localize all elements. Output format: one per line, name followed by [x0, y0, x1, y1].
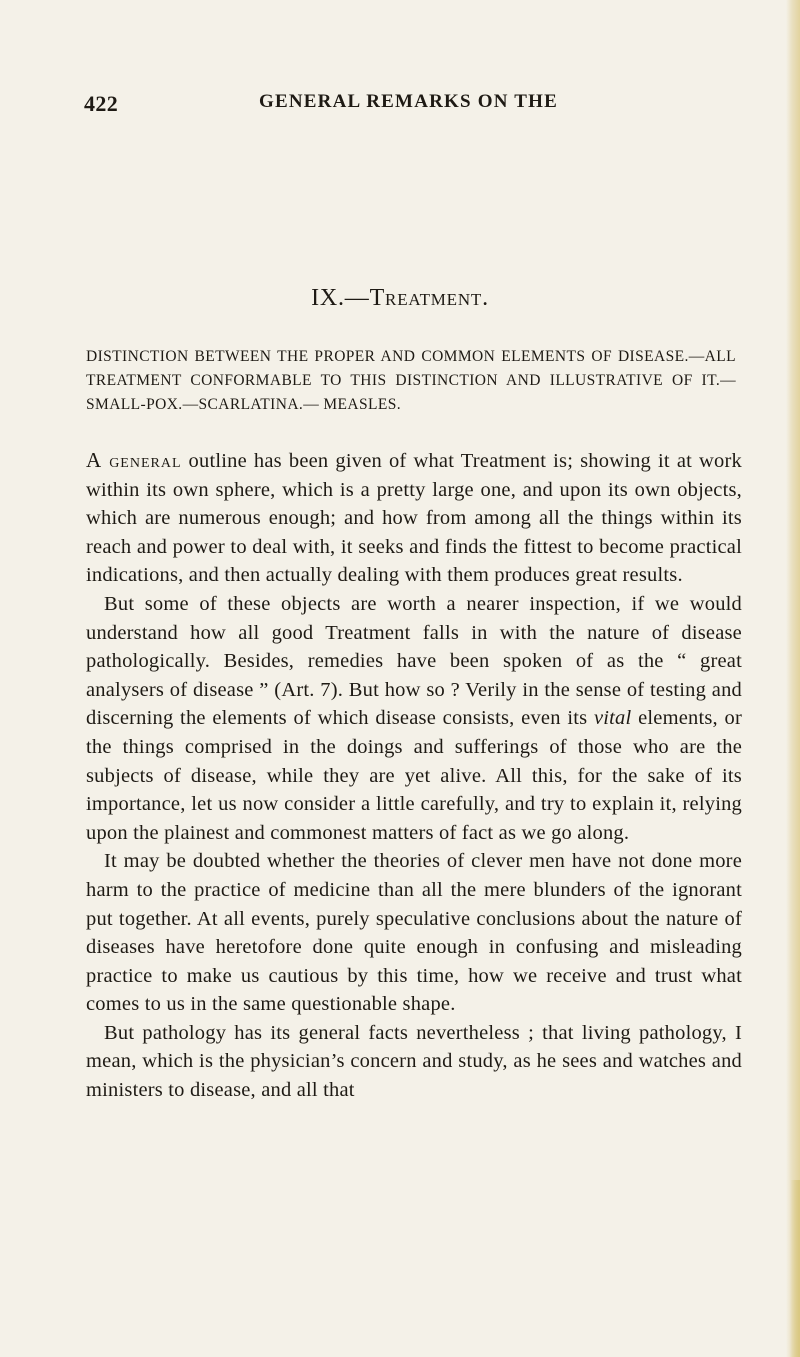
paragraph-2-italic: vital: [593, 707, 632, 730]
page-header: [84, 91, 744, 121]
chapter-synopsis: DISTINCTION BETWEEN THE PROPER AND COMMON ELEMENTS OF DISEASE.—ALL TREATMENT CONFORMABLE TO THIS DISTINCTION AND ILLUSTRATIVE OF IT.—SMALL-POX.—SCARLATINA.— MEASLES.: [86, 348, 736, 413]
section-numeral: IX.—: [311, 285, 370, 311]
paragraph-2: [86, 590, 742, 847]
paragraph-2-text-b: elements, or the things comprised in the doings and sufferings of those who are the subjects of disease, while they are yet alive. All this, for the sake of its importance, let us now consider a little carefully, and try to explain it, relying upon the plainest and commonest matters of fact as we go along.: [86, 707, 742, 844]
paragraph-lead-smallcaps: general: [101, 450, 182, 472]
paragraph-lead-letter: A: [86, 448, 102, 472]
paragraph-3: It may be doubted whether the theories of clever men have not done more harm to the practice of medicine than all the mere blunders of the ignorant put together. At all events, purely speculative conclusions about the nature of diseases have heretofore done quite enough in confusing and misleading practice to make us cautious by this time, how we receive and trust what comes to us in the same questionable shape.: [86, 850, 742, 1016]
body-text: [86, 446, 742, 1105]
section-heading: [0, 285, 800, 312]
page-edge-stain: [786, 0, 800, 1357]
paragraph-1-text: outline has been given of what Treatment is; showing it at work within its own sphere, which is a pretty large one, and upon its own objects, which are numerous enough; and how from among all the things within its reach and power to deal with, it seeks and finds the fittest to become practical indications, and then actually dealing with them produces great results.: [86, 450, 742, 587]
section-title: Treatment.: [369, 285, 489, 311]
paragraph-1: [86, 446, 742, 590]
page-edge-stain-lower: [790, 1180, 800, 1357]
running-head: GENERAL REMARKS ON THE: [259, 91, 558, 112]
paragraph-2-text-a: But some of these objects are worth a nearer inspection, if we would understand how all good Treatment falls in with the nature of disease pathologically. Besides, remedies have been spoken of as the “ great analysers of disease ” (Art. 7). But how so ? Verily in the sense of testing and discerning the elements of which disease consists, even its: [86, 592, 742, 730]
paragraph-4: But pathology has its general facts nevertheless ; that living pathology, I mean, which is the physician’s concern and study, as he sees and watches and ministers to disease, and all that: [86, 1021, 742, 1102]
page-number: 422: [84, 91, 119, 116]
